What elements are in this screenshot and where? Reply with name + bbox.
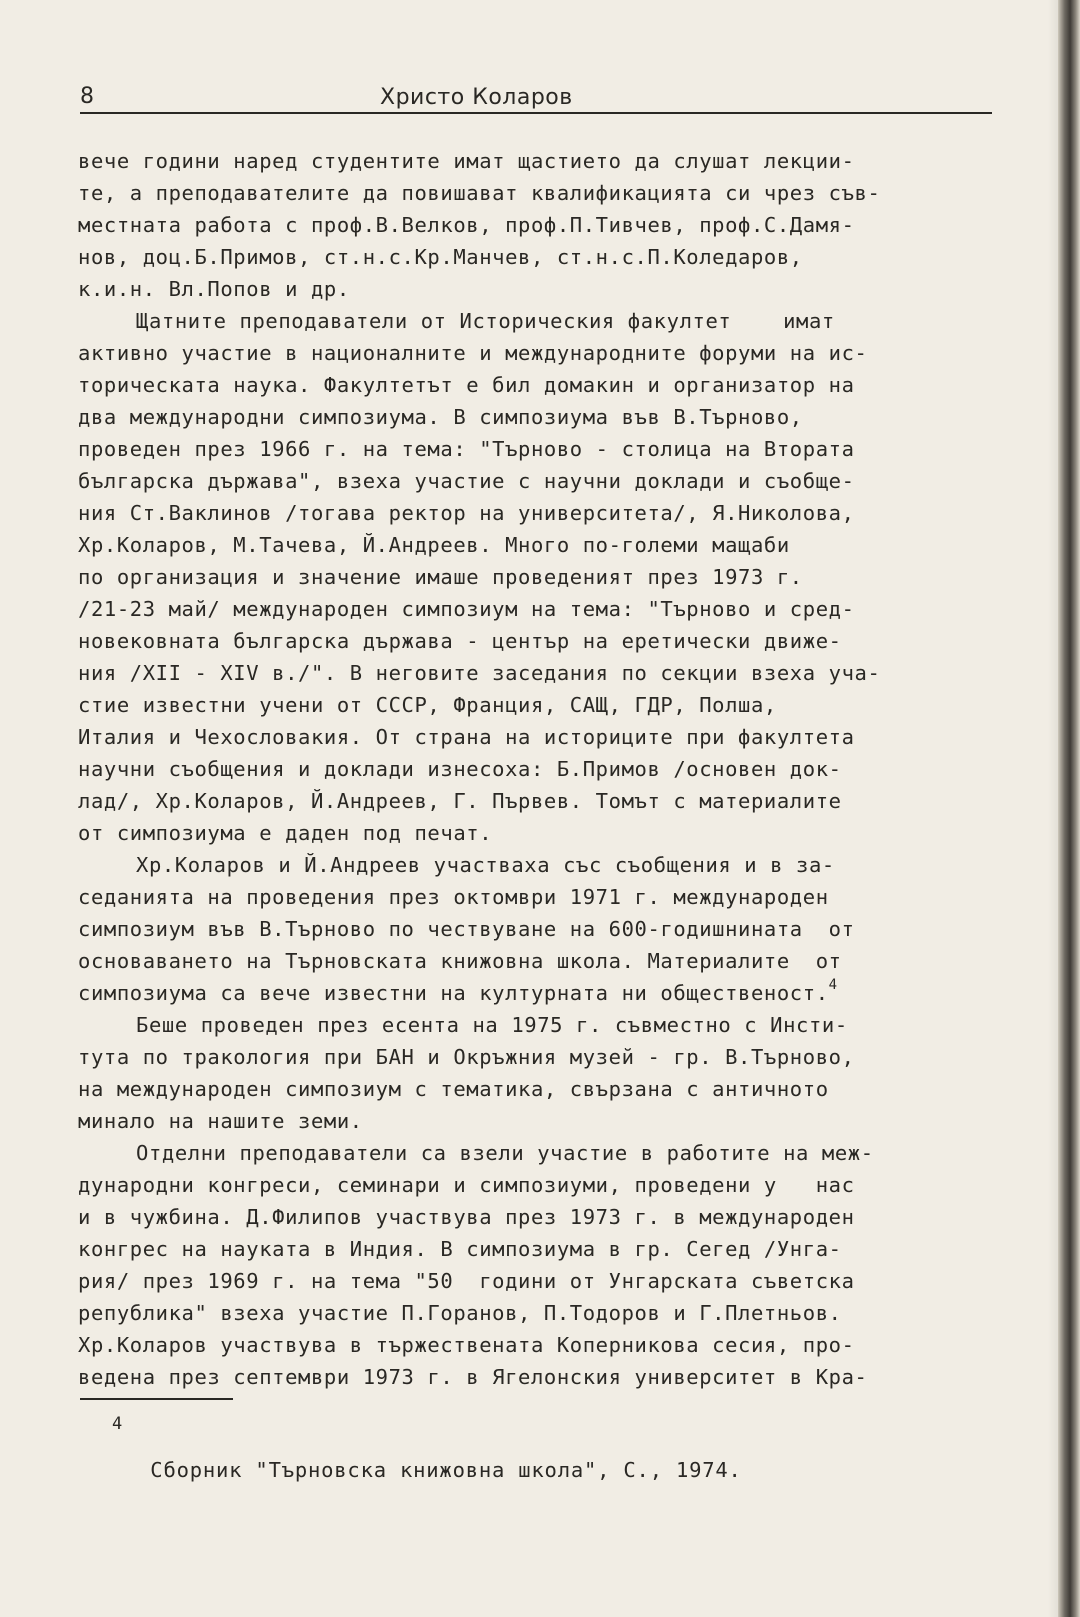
text-line-content: конгрес на науката в Индия. В симпозиума в гр. Сегед /Унга- [78, 1237, 842, 1261]
text-line-content: научни съобщения и доклади изнесоха: Б.Примов /основен док- [78, 757, 842, 781]
text-line [78, 593, 998, 625]
text-line-content: минало на нашите земи. [78, 1109, 363, 1133]
footnote-text: Сборник "Търновска книжовна школа", С., 1974. [150, 1458, 742, 1482]
text-line [78, 305, 998, 337]
text-line-content: Отделни преподаватели са взели участие в работите на меж- [136, 1141, 874, 1165]
text-line-content: ния Ст.Ваклинов /тогава ректор на университета/, Я.Николова, [78, 501, 855, 525]
text-line [78, 945, 998, 977]
text-line [78, 1201, 998, 1233]
text-line [78, 881, 998, 913]
text-line [78, 1169, 998, 1201]
footnote [112, 1414, 742, 1482]
text-line [78, 465, 998, 497]
text-line-content: вече години наред студентите имат щастието да слушат лекции- [78, 149, 855, 173]
text-line-content: местната работа с проф.В.Велков, проф.П.Тивчев, проф.С.Дамя- [78, 213, 855, 237]
text-line-content: два международни симпозиума. В симпозиума във В.Търново, [78, 405, 803, 429]
text-line-content: /21-23 май/ международен симпозиум на тема: "Търново и сред- [78, 597, 855, 621]
text-line [78, 401, 998, 433]
text-line-content: те, а преподавателите да повишават квалификацията си чрез съв- [78, 181, 881, 205]
running-title: Христо Коларов [380, 85, 573, 110]
text-line [78, 625, 998, 657]
text-line [78, 561, 998, 593]
text-line [78, 1329, 998, 1361]
text-line-content: тута по тракология при БАН и Окръжния музей - гр. В.Търново, [78, 1045, 855, 1069]
text-line-content: к.и.н. Вл.Попов и др. [78, 277, 350, 301]
page-number: 8 [80, 84, 94, 109]
text-line [78, 1265, 998, 1297]
text-line-content: българска държава", взеха участие с научни доклади и съобще- [78, 469, 855, 493]
text-line-content: на международен симпозиум с тематика, свързана с античното [78, 1077, 829, 1101]
text-line [78, 817, 998, 849]
text-line-content: дународни конгреси, семинари и симпозиуми, проведени у нас [78, 1173, 855, 1197]
footnote-mark: 4 [112, 1414, 124, 1434]
text-line-content: новековната българска държава - център на еретически движе- [78, 629, 842, 653]
text-line [78, 529, 998, 561]
body-text [78, 145, 998, 1393]
text-line-content: нов, доц.Б.Примов, ст.н.с.Кр.Манчев, ст.н.с.П.Коледаров, [78, 245, 803, 269]
text-line-content: проведен през 1966 г. на тема: "Търново - столица на Втората [78, 437, 855, 461]
text-line-content: торическата наука. Факултетът е бил домакин и организатор на [78, 373, 855, 397]
text-line [78, 1361, 998, 1393]
text-line [78, 1105, 998, 1137]
text-line-content: и в чужбина. Д.Филипов участвува през 1973 г. в международен [78, 1205, 855, 1229]
text-line-content: от симпозиума е даден под печат. [78, 821, 493, 845]
text-line [78, 497, 998, 529]
text-line [78, 241, 998, 273]
text-line-content: седанията на проведения през октомври 1971 г. международен [78, 885, 829, 909]
text-line-content: активно участие в националните и международните форуми на ис- [78, 341, 868, 365]
text-line-content: ния /XII - XIV в./". В неговите заседания по секции взеха уча- [78, 661, 881, 685]
text-line [78, 1233, 998, 1265]
text-line-content: симпозиум във В.Търново по чествуване на 600-годишнината от [78, 917, 855, 941]
text-line [78, 1137, 998, 1169]
text-line [78, 657, 998, 689]
text-line [78, 785, 998, 817]
text-line [78, 433, 998, 465]
text-line-content: Беше проведен през есента на 1975 г. съвместно с Инсти- [136, 1013, 848, 1037]
text-line-content: лад/, Хр.Коларов, Й.Андреев, Г. Първев. Томът с материалите [78, 789, 842, 813]
text-line [78, 753, 998, 785]
text-line-content: ведена през септември 1973 г. в Ягелонския университет в Кра- [78, 1365, 868, 1389]
text-line-content: Щатните преподаватели от Историческия факултет имат [136, 309, 835, 333]
text-line [78, 913, 998, 945]
text-line-content: стие известни учени от СССР, Франция, САЩ, ГДР, Полша, [78, 693, 777, 717]
page-edge-shadow [1048, 0, 1058, 1617]
header-rule [80, 112, 992, 114]
text-line [78, 337, 998, 369]
text-line [78, 209, 998, 241]
text-line-content: република" взеха участие П.Горанов, П.Тодоров и Г.Плетньов. [78, 1301, 842, 1325]
text-line [78, 1041, 998, 1073]
text-line-content: симпозиума са вече известни на културната ни общественост. [78, 981, 829, 1005]
text-line-content: Хр.Коларов, М.Тачева, Й.Андреев. Много по-големи мащаби [78, 533, 790, 557]
text-line [78, 145, 998, 177]
text-line-content: по организация и значение имаше проведеният през 1973 г. [78, 565, 803, 589]
text-line [78, 977, 998, 1009]
text-line-content: Хр.Коларов участвува в тържествената Коперникова сесия, про- [78, 1333, 855, 1357]
text-line [78, 1009, 998, 1041]
text-line [78, 1073, 998, 1105]
book-spine-edge [1058, 0, 1080, 1617]
text-line [78, 369, 998, 401]
footnote-rule [80, 1398, 233, 1400]
text-line [78, 721, 998, 753]
page-header [80, 82, 990, 114]
text-line [78, 273, 998, 305]
footnote-reference: 4 [828, 977, 838, 993]
text-line [78, 177, 998, 209]
text-line-content: рия/ през 1969 г. на тема "50 години от Унгарската съветска [78, 1269, 855, 1293]
text-line-content: основаването на Търновската книжовна школа. Материалите от [78, 949, 842, 973]
text-line-content: Хр.Коларов и Й.Андреев участваха със съобщения и в за- [136, 853, 835, 877]
text-line-content: Италия и Чехословакия. От страна на историците при факултета [78, 725, 855, 749]
text-line [78, 849, 998, 881]
text-line [78, 1297, 998, 1329]
text-line [78, 689, 998, 721]
